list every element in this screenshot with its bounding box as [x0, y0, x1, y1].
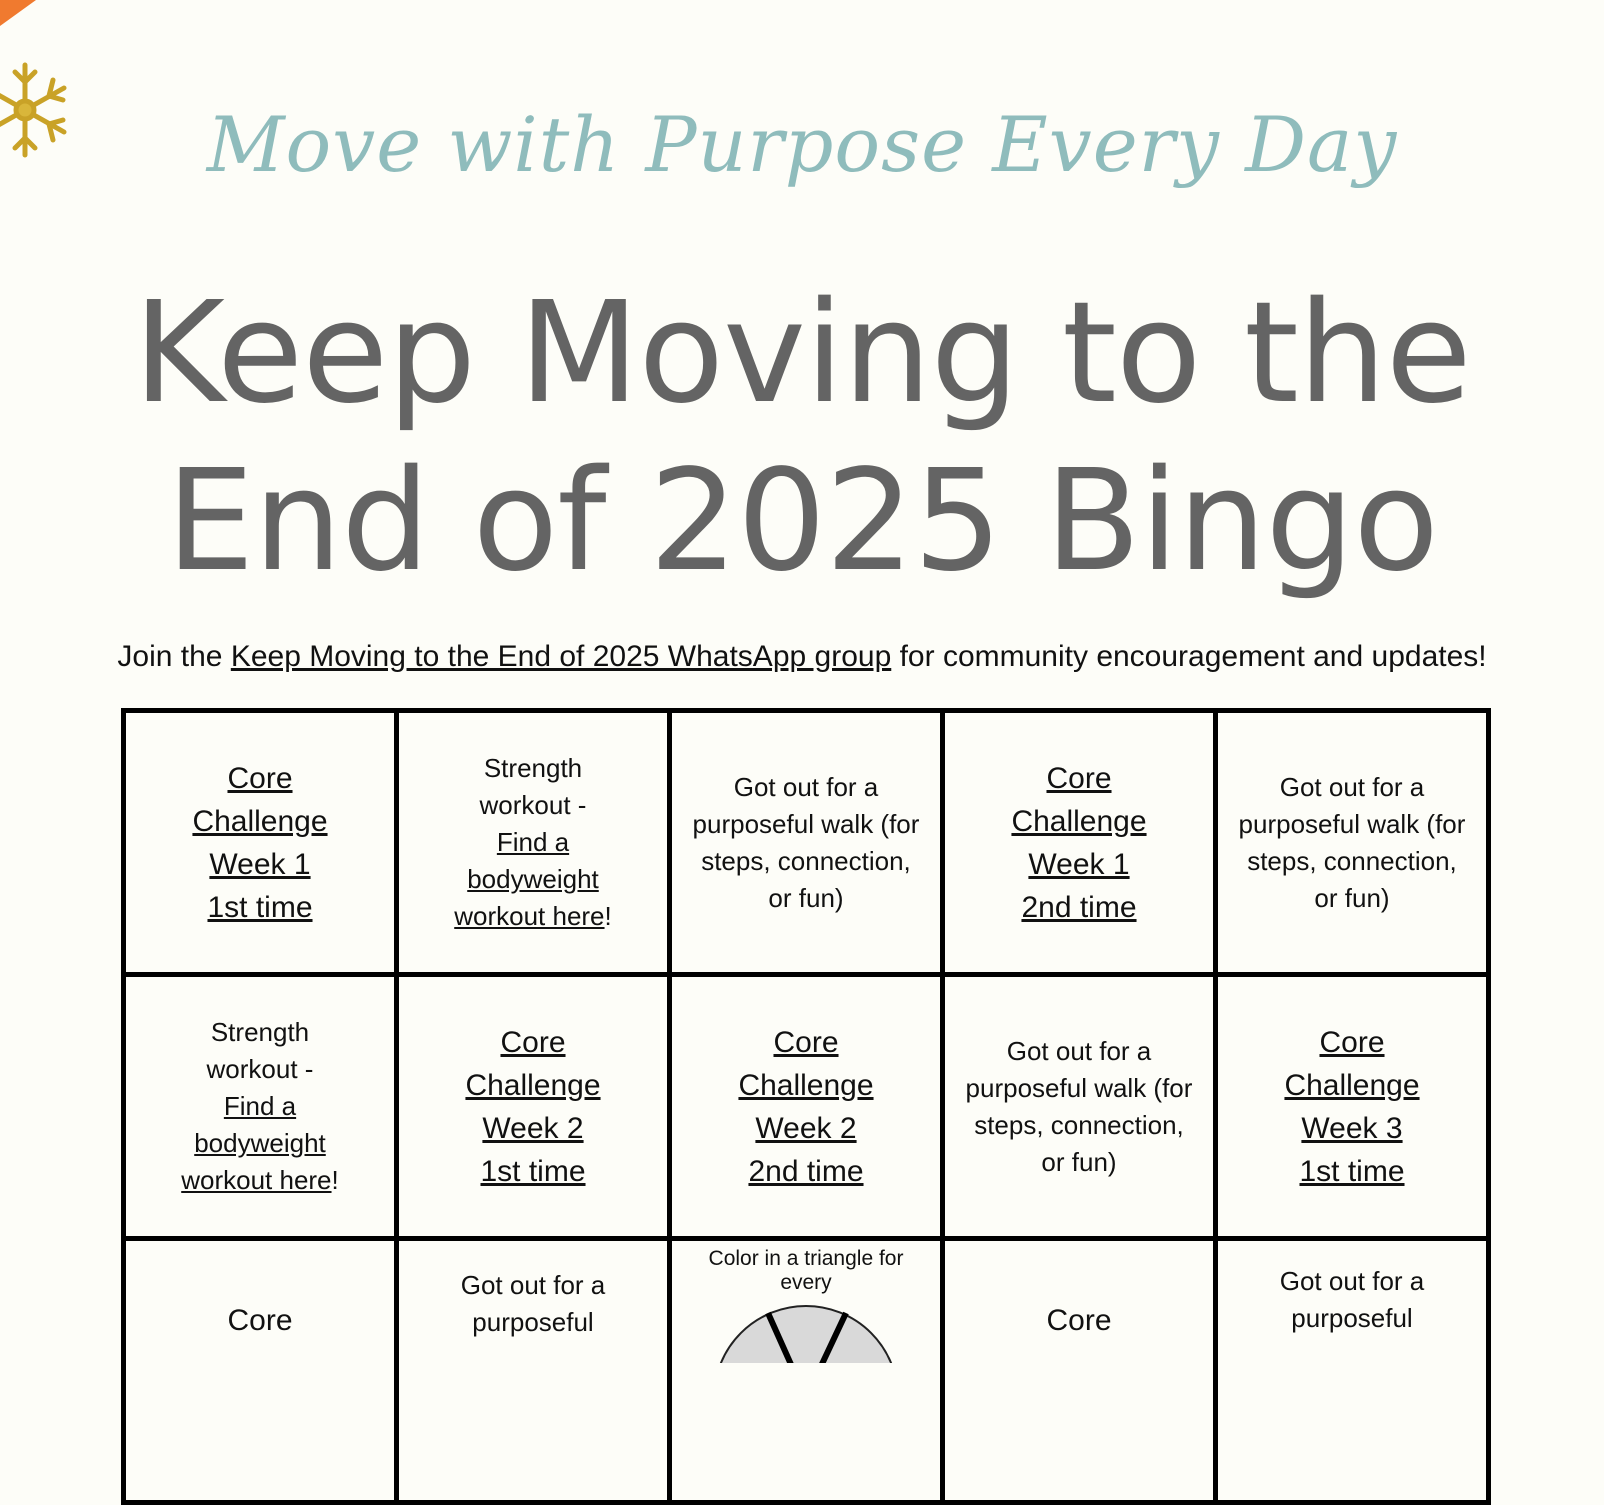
- bingo-cell-core: [124, 1239, 397, 1503]
- orange-ribbon-icon: [0, 0, 40, 30]
- core-challenge-link[interactable]: Core Challenge Week 2 2nd time: [738, 1025, 874, 1188]
- core-challenge-link[interactable]: Core Challenge Week 2 1st time: [465, 1025, 601, 1188]
- core-challenge-link[interactable]: Core: [227, 1304, 293, 1337]
- tracker-caption: Color in a triangle for every: [708, 1247, 904, 1294]
- title-line-2: End of 2025 Bingo: [166, 440, 1438, 603]
- core-challenge-link[interactable]: Core Challenge Week 3 1st time: [1284, 1025, 1420, 1188]
- intro-after: for community encouragement and updates!: [891, 640, 1487, 673]
- bingo-cell-walk: Got out for a purposeful: [1216, 1239, 1489, 1503]
- bingo-row: [124, 975, 1489, 1239]
- bingo-cell-strength: Strength workout - Find a bodyweight workout here!: [124, 975, 397, 1239]
- title-line-1: Keep Moving to the: [133, 272, 1471, 435]
- core-challenge-link[interactable]: Core Challenge Week 1 1st time: [192, 761, 328, 924]
- intro-text: [0, 640, 1604, 674]
- bingo-cell-core-w1-1: [124, 711, 397, 975]
- page-title: [0, 270, 1604, 606]
- bingo-cell-walk: Got out for a purposeful walk (for steps, connection, or fun): [1216, 711, 1489, 975]
- bingo-cell-triangle-tracker: [670, 1239, 943, 1503]
- bingo-card: [121, 708, 1491, 1505]
- intro-before: Join the: [117, 640, 231, 673]
- core-challenge-link[interactable]: Core: [1046, 1304, 1112, 1337]
- bingo-cell-core: [943, 1239, 1216, 1503]
- script-subtitle: Move with Purpose Every Day: [206, 100, 1398, 189]
- bodyweight-workout-link[interactable]: Find a bodyweight workout here: [181, 1091, 332, 1195]
- bingo-row: [124, 1239, 1489, 1503]
- whatsapp-group-link[interactable]: Keep Moving to the End of 2025 WhatsApp group: [230, 640, 892, 673]
- bingo-cell-walk: Got out for a purposeful walk (for steps, connection, or fun): [943, 975, 1216, 1239]
- bingo-cell-strength: Strength workout - Find a bodyweight workout here!: [397, 711, 670, 975]
- bingo-cell-core-w3-1: [1216, 975, 1489, 1239]
- bingo-cell-core-w2-1: [397, 975, 670, 1239]
- bingo-cell-core-w2-2: [670, 975, 943, 1239]
- bingo-cell-core-w1-2: [943, 711, 1216, 975]
- bingo-cell-walk: Got out for a purposeful walk (for steps, connection, or fun): [670, 711, 943, 975]
- core-challenge-link[interactable]: Core Challenge Week 1 2nd time: [1011, 761, 1147, 924]
- bodyweight-workout-link[interactable]: Find a bodyweight workout here: [454, 827, 605, 931]
- bingo-row: [124, 711, 1489, 975]
- bingo-cell-walk: Got out for a purposeful: [397, 1239, 670, 1503]
- triangle-tracker-circle-icon[interactable]: [706, 1303, 906, 1363]
